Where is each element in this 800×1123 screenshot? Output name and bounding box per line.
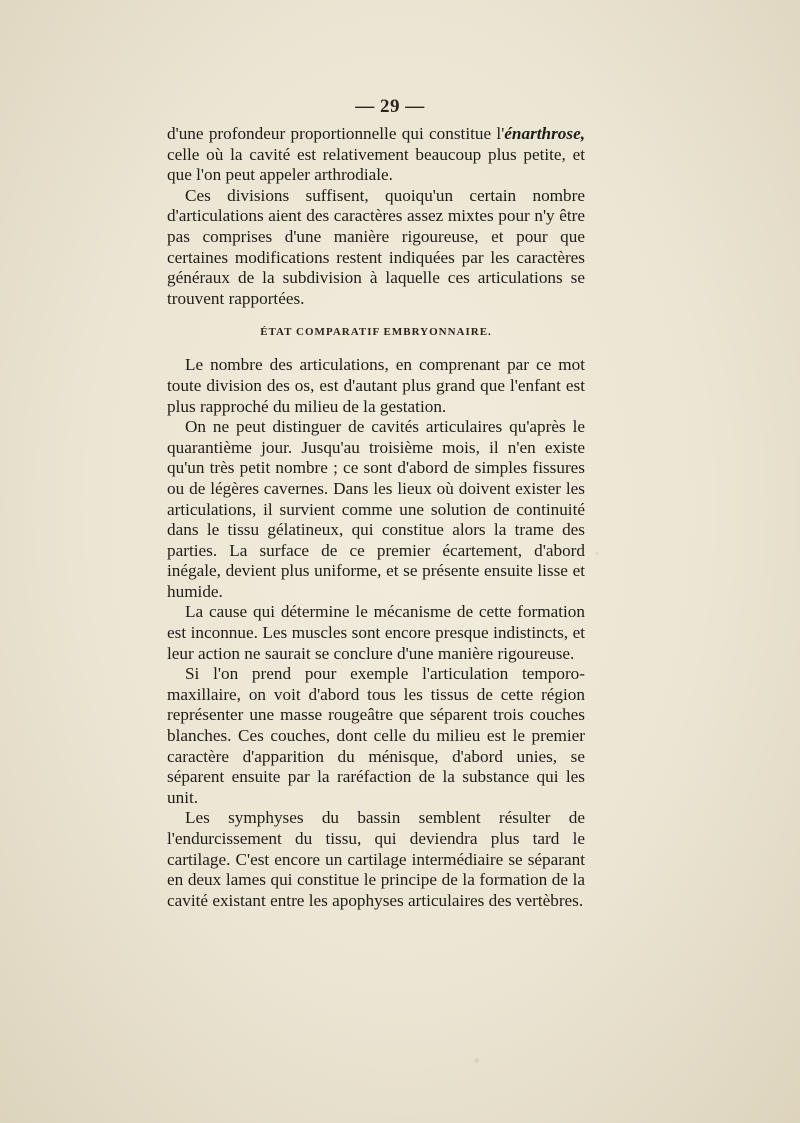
page-number: — 29 — bbox=[355, 96, 425, 117]
paragraph: Le nombre des articulations, en comprenant par ce mot toute division des os, est d'autant plus grand que l'enfant est plus rapproché du milieu de la gestation. bbox=[167, 355, 585, 416]
paragraph: Si l'on prend pour exemple l'articulation temporo-maxillaire, on voit d'abord tous les tissus de cette région représenter une masse rougeâtre que séparent trois couches blanches. Ces couches, dont celle du milieu est le premier caractère d'apparition du ménisque, d'abord unies, se séparent ensuite par la raréfaction de la substance qui les unit. bbox=[167, 664, 585, 807]
paragraph: Ces divisions suffisent, quoiqu'un certain nombre d'articulations aient des caractères assez mixtes pour n'y être pas comprises d'une manière rigoureuse, et pour que certaines modifications restent indiquées par les caractères généraux de la subdivision à laquelle ces articulations se trouvent rapportées. bbox=[167, 185, 585, 308]
paper-stain bbox=[474, 1058, 479, 1063]
body-text bbox=[167, 124, 585, 911]
section-heading: ÉTAT COMPARATIF EMBRYONNAIRE. bbox=[260, 326, 492, 339]
paragraph-continuation bbox=[167, 124, 585, 186]
paragraph: Les symphyses du bassin semblent résulter de l'endurcissement du tissu, qui deviendra plus tard le cartilage. C'est encore un cartilage intermédiaire se séparant en deux lames qui constitue le principe de la formation de la cavité existant entre les apophyses articulaires des vertèbres. bbox=[167, 808, 585, 910]
paragraph: On ne peut distinguer de cavités articulaires qu'après le quarantième jour. Jusqu'au troisième mois, il n'en existe qu'un très petit nombre ; ce sont d'abord de simples fissures ou de légères cavernes. Dans les lieux où doivent exister les articulations, il survient comme une solution de continuité dans le tissu gélatineux, qui constitue alors la trame des parties. La surface de ce premier écartement, d'abord inégale, devient plus uniforme, et se présente ensuite lisse et humide. bbox=[167, 417, 585, 601]
paragraph-text-start: d'une profondeur proportionnelle qui constitue l' bbox=[167, 124, 505, 143]
italic-term: énarthrose, bbox=[504, 124, 585, 143]
paper-stain bbox=[595, 552, 598, 555]
paragraph-text-end: celle où la cavité est relativement beaucoup plus petite, et que l'on peut appeler arthrodiale. bbox=[167, 144, 585, 185]
paragraph: La cause qui détermine le mécanisme de cette formation est inconnue. Les muscles sont encore presque indistincts, et leur action ne saurait se conclure d'une manière rigoureuse. bbox=[167, 602, 585, 663]
